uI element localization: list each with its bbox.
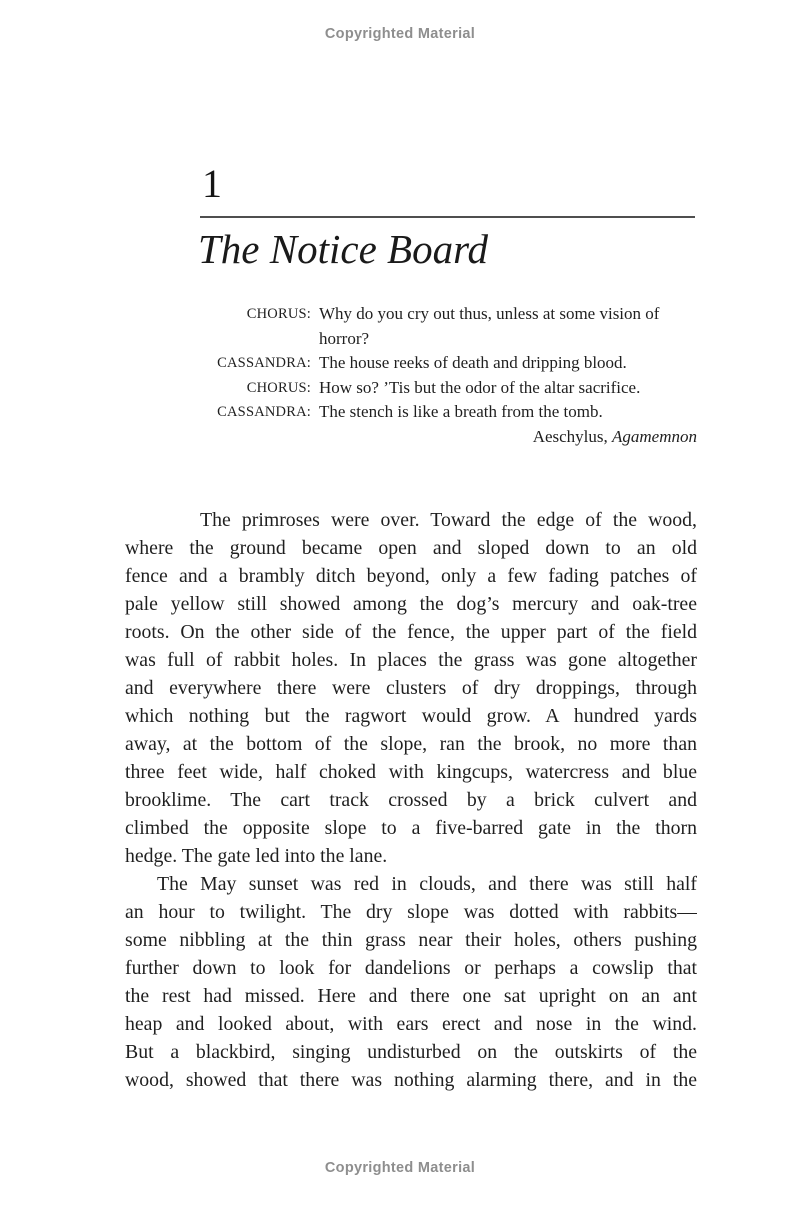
text-line: The primroses were over. Toward the edge of the wood, <box>200 509 697 531</box>
text-line: an hour to twilight. The dry slope was dotted with rabbits— <box>125 901 697 923</box>
epigraph-row <box>125 351 697 376</box>
body-text <box>125 506 697 1094</box>
text-line: The May sunset was red in clouds, and there was still half <box>157 873 697 895</box>
chapter-rule-divider <box>200 216 695 218</box>
epigraph-row <box>125 400 697 425</box>
paragraph <box>125 870 697 1094</box>
text-line: roots. On the other side of the fence, the upper part of the field <box>125 621 697 643</box>
epigraph-line: Why do you cry out thus, unless at some vision of <box>319 304 660 323</box>
epigraph <box>125 302 697 449</box>
epigraph-line: horror? <box>319 328 370 348</box>
text-line: which nothing but the ragwort would grow. A hundred yards <box>125 705 697 727</box>
epigraph-row <box>125 302 697 351</box>
epigraph-dialogue <box>319 376 697 401</box>
text-line: the rest had missed. Here and there one sat upright on an ant <box>125 985 697 1007</box>
epigraph-line: The house reeks of death and dripping blood. <box>319 353 627 372</box>
text-line: was full of rabbit holes. In places the grass was gone altogether <box>125 649 697 671</box>
text-line: some nibbling at the thin grass near their holes, others pushing <box>125 929 697 951</box>
epigraph-speaker: CHORUS: <box>246 306 311 322</box>
chapter-number: 1 <box>202 161 222 206</box>
text-line: where the ground became open and sloped down to an old <box>125 537 697 559</box>
text-line: brooklime. The cart track crossed by a brick culvert and <box>125 789 697 811</box>
text-line: pale yellow still showed among the dog’s mercury and oak-tree <box>125 593 697 615</box>
epigraph-dialogue <box>319 400 697 425</box>
epigraph-attribution-author: Aeschylus, <box>532 426 613 446</box>
epigraph-dialogue <box>319 351 697 376</box>
text-line: fence and a brambly ditch beyond, only a few fading patches of <box>125 565 697 587</box>
text-line: heap and looked about, with ears erect and nose in the wind. <box>125 1013 697 1035</box>
text-line: away, at the bottom of the slope, ran the brook, no more than <box>125 733 697 755</box>
epigraph-speaker: CHORUS: <box>246 379 311 396</box>
text-line: But a blackbird, singing undisturbed on the outskirts of the <box>125 1041 697 1063</box>
epigraph-line: The stench is like a breath from the tomb. <box>319 402 603 421</box>
epigraph-attribution-work: Agamemnon <box>612 426 697 446</box>
copyright-notice-top: Copyrighted Material <box>324 26 476 42</box>
text-line: three feet wide, half choked with kingcups, watercress and blue <box>125 761 697 783</box>
epigraph-dialogue <box>319 302 697 351</box>
text-line: further down to look for dandelions or perhaps a cowslip that <box>125 957 697 979</box>
chapter-title: The Notice Board <box>198 226 489 272</box>
epigraph-row <box>125 376 697 401</box>
copyright-notice-bottom: Copyrighted Material <box>324 1160 476 1176</box>
epigraph-speaker: CASSANDRA: <box>217 355 311 371</box>
text-line: wood, showed that there was nothing alarming there, and in the <box>125 1069 697 1091</box>
text-line: hedge. The gate led into the lane. <box>125 845 388 867</box>
text-line: climbed the opposite slope to a five-barred gate in the thorn <box>125 817 697 839</box>
paragraph <box>125 506 697 870</box>
epigraph-line: How so? ’Tis but the odor of the altar sacrifice. <box>319 377 641 397</box>
text-line: and everywhere there were clusters of dry droppings, through <box>125 677 697 699</box>
epigraph-attribution <box>125 425 697 450</box>
epigraph-speaker: CASSANDRA: <box>217 404 311 420</box>
